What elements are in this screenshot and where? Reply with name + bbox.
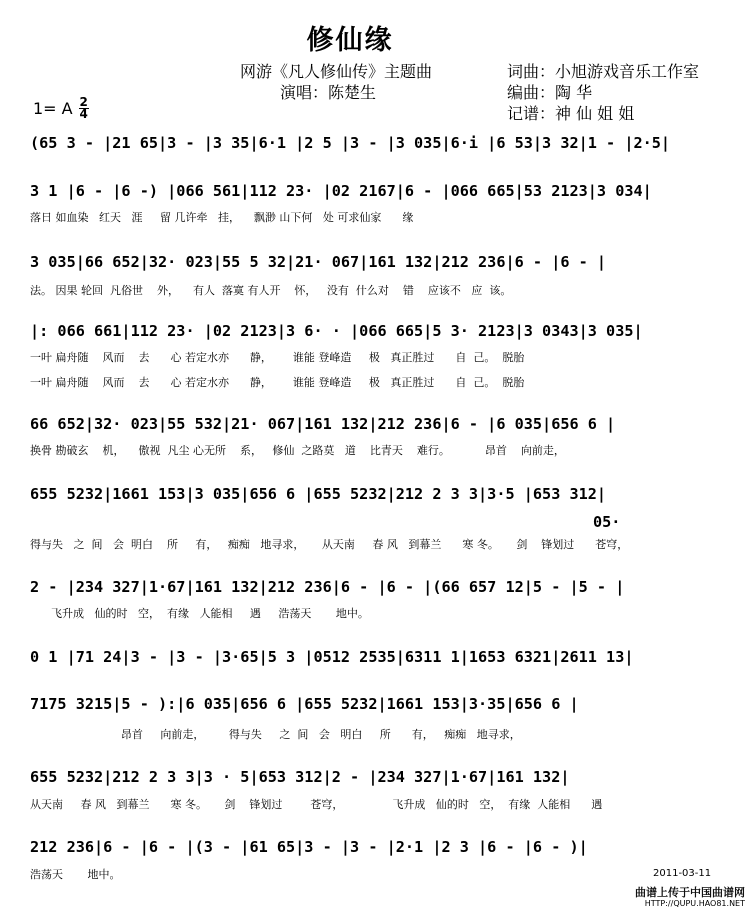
lyric-line-8: 从天南 春 风 到幕兰 寒 冬。 剑 锋划过 苍穹， 飞升成 仙的时 空， 有缘 人能相 遇 <box>30 798 603 811</box>
lyric-line-4: 换骨 勘破玄 机， 傲视 凡尘 心无所 系， 修仙 之路莫 道 比青天 难行。 昂首 向前走， <box>30 444 565 457</box>
score-line-4: |: 066 661|112 23· |02 2123|3 6· · |066 665|5 3· 2123|3 0343|3 035| <box>30 322 643 340</box>
site-url: HTTP://QUPU.HAO81.NET <box>644 899 745 908</box>
site-watermark <box>575 887 745 909</box>
meter-top: 2 <box>79 95 88 109</box>
lyric-line-3a: 一叶 扁舟随 风而 去 心 若定水亦 静， 谁能 登峰造 极 真正胜过 自 己。 脱胎 <box>30 351 525 364</box>
lyric-line-2: 法。 因果 轮回 凡俗世 外， 有人 落寞 有人开 怀， 没有 什么对 错 应该不 应 该。 <box>30 284 512 297</box>
lyric-line-1: 落日 如血染 红天 涯 留 几许牵 挂， 飘渺 山下何 处 可求仙家 缘 <box>30 211 414 224</box>
singer-credit: 演唱：陈楚生 <box>280 83 377 102</box>
time-signature <box>79 97 89 120</box>
transcriber-credit: 记谱：神 仙 姐 姐 <box>507 104 635 123</box>
score-line-9: 7175 3215|5 - ):|6 035|656 6 |655 5232|1661 153|3·35|656 6 | <box>30 695 579 713</box>
key-signature <box>33 97 89 120</box>
lyric-line-3b: 一叶 扁舟随 风而 去 心 若定水亦 静， 谁能 登峰造 极 真正胜过 自 己。 脱胎 <box>30 376 525 389</box>
lyric-line-9: 浩荡天 地中。 <box>30 868 121 881</box>
arranger-credit: 编曲：陶 华 <box>507 83 593 102</box>
score-line-6: 655 5232|1661 153|3 035|656 6 |655 5232|212 2 3 3|3·5 |653 312| <box>30 485 607 503</box>
meter-bottom: 4 <box>79 107 88 121</box>
song-subtitle: 网游《凡人修仙传》主题曲 <box>240 62 433 81</box>
lyricist-credit: 词曲：小旭游戏音乐工作室 <box>507 62 700 81</box>
score-line-11: 212 236|6 - |6 - |(3 - |61 65|3 - |3 - |2·1 |2 3 |6 - |6 - )| <box>30 838 588 856</box>
song-title: 修仙缘 <box>306 25 394 56</box>
score-line-2: 3 1 |6 - |6 -) |066 561|112 23· |02 2167|6 - |066 665|53 2123|3 034| <box>30 182 652 200</box>
lyric-line-5: 得与失 之 间 会 明白 所 有， 痴痴 地寻求， 从天南 春 风 到幕兰 寒 冬。 剑 锋划过 苍穹， <box>30 538 629 551</box>
lyric-line-6: 飞升成 仙的时 空， 有缘 人能相 遇 浩荡天 地中。 <box>30 607 369 620</box>
sub-note: 05· <box>593 513 621 531</box>
site-name: 曲谱上传于中国曲谱网 <box>635 886 745 899</box>
score-line-8: 0 1 |71 24|3 - |3 - |3·65|5 3 |0512 2535|6311 1|1653 6321|2611 13| <box>30 648 634 666</box>
score-line-7: 2 - |234 327|1·67|161 132|212 236|6 - |6 - |(66 657 12|5 - |5 - | <box>30 578 625 596</box>
score-line-5: 66 652|32· 023|55 532|21· 067|161 132|212 236|6 - |6 035|656 6 | <box>30 415 616 433</box>
score-line-10: 655 5232|212 2 3 3|3 · 5|653 312|2 - |234 327|1·67|161 132| <box>30 768 570 786</box>
score-line-3: 3 035|66 652|32· 023|55 5 32|21· 067|161 132|212 236|6 - |6 - | <box>30 253 607 271</box>
lyric-line-7: 昂首 向前走， 得与失 之 间 会 明白 所 有， 痴痴 地寻求， <box>30 728 521 741</box>
score-line-1: (65 3 - |21 65|3 - |3 35|6·1 |2 5 |3 - |3 035|6·i |6 53|3 32|1 - |2·5| <box>30 134 671 152</box>
date-stamp: 2011-03-11 <box>653 868 712 879</box>
key-label: 1= A <box>33 99 73 118</box>
